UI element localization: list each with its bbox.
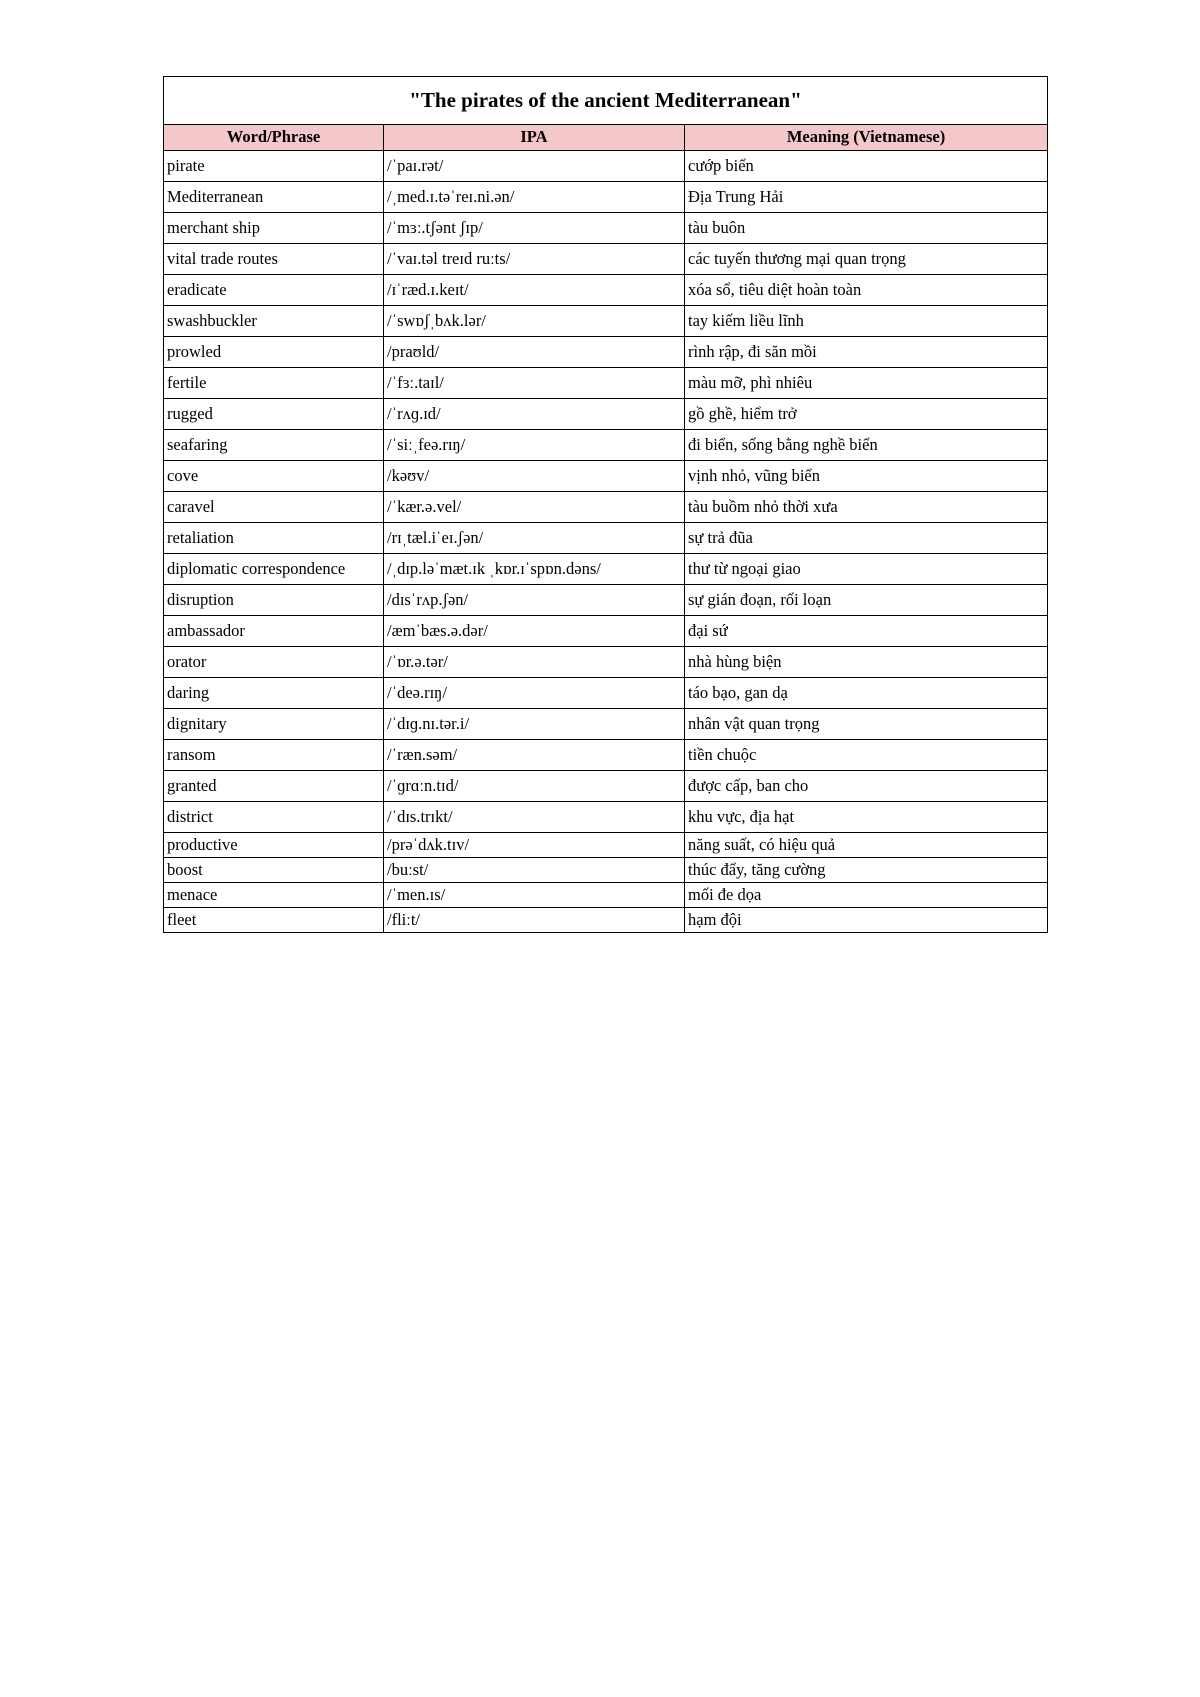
cell-meaning: tàu buôn xyxy=(685,213,1048,244)
cell-meaning: hạm đội xyxy=(685,908,1048,933)
cell-word: productive xyxy=(164,833,384,858)
title-row xyxy=(164,77,1048,125)
cell-meaning: các tuyến thương mại quan trọng xyxy=(685,244,1048,275)
cell-ipa: /ˈrʌɡ.ɪd/ xyxy=(384,399,685,430)
cell-word: retaliation xyxy=(164,523,384,554)
cell-word: dignitary xyxy=(164,709,384,740)
cell-word: pirate xyxy=(164,151,384,182)
cell-meaning: xóa sổ, tiêu diệt hoàn toàn xyxy=(685,275,1048,306)
cell-word: eradicate xyxy=(164,275,384,306)
table-row xyxy=(164,244,1048,275)
cell-ipa: /ˈfɜː.taɪl/ xyxy=(384,368,685,399)
cell-word: Mediterranean xyxy=(164,182,384,213)
cell-ipa: /ˌdɪp.ləˈmæt.ɪk ˌkɒr.ɪˈspɒn.dəns/ xyxy=(384,554,685,585)
cell-ipa: /dɪsˈrʌp.ʃən/ xyxy=(384,585,685,616)
table-row xyxy=(164,492,1048,523)
cell-word: boost xyxy=(164,858,384,883)
cell-ipa: /ˈmɜː.tʃənt ʃɪp/ xyxy=(384,213,685,244)
vocabulary-table xyxy=(163,76,1048,933)
cell-meaning: sự trả đũa xyxy=(685,523,1048,554)
table-title: "The pirates of the ancient Mediterranean" xyxy=(164,77,1048,125)
cell-word: fleet xyxy=(164,908,384,933)
cell-ipa: /fliːt/ xyxy=(384,908,685,933)
table-row xyxy=(164,213,1048,244)
cell-word: merchant ship xyxy=(164,213,384,244)
cell-ipa: /ˈvaɪ.təl treɪd ruːts/ xyxy=(384,244,685,275)
cell-word: ransom xyxy=(164,740,384,771)
table-body xyxy=(164,151,1048,933)
table-row xyxy=(164,585,1048,616)
cell-ipa: /ˈdɪs.trɪkt/ xyxy=(384,802,685,833)
cell-ipa: /ˈɒr.ə.tər/ xyxy=(384,647,685,678)
cell-meaning: thư từ ngoại giao xyxy=(685,554,1048,585)
cell-word: orator xyxy=(164,647,384,678)
cell-meaning: tiền chuộc xyxy=(685,740,1048,771)
cell-meaning: vịnh nhỏ, vũng biển xyxy=(685,461,1048,492)
cell-word: disruption xyxy=(164,585,384,616)
cell-meaning: đại sứ xyxy=(685,616,1048,647)
table-row xyxy=(164,523,1048,554)
table-row xyxy=(164,306,1048,337)
cell-word: district xyxy=(164,802,384,833)
cell-ipa: /rɪˌtæl.iˈeɪ.ʃən/ xyxy=(384,523,685,554)
table-row xyxy=(164,678,1048,709)
cell-ipa: /ɪˈræd.ɪ.keɪt/ xyxy=(384,275,685,306)
header-meaning: Meaning (Vietnamese) xyxy=(685,125,1048,151)
cell-word: fertile xyxy=(164,368,384,399)
table-row xyxy=(164,151,1048,182)
table-row xyxy=(164,337,1048,368)
table-row xyxy=(164,802,1048,833)
cell-meaning: màu mỡ, phì nhiêu xyxy=(685,368,1048,399)
cell-ipa: /ˈræn.səm/ xyxy=(384,740,685,771)
table-row xyxy=(164,858,1048,883)
table-row xyxy=(164,771,1048,802)
table-row xyxy=(164,833,1048,858)
cell-meaning: cướp biển xyxy=(685,151,1048,182)
cell-meaning: mối đe dọa xyxy=(685,883,1048,908)
cell-word: cove xyxy=(164,461,384,492)
table-row xyxy=(164,740,1048,771)
table-row xyxy=(164,430,1048,461)
cell-meaning: táo bạo, gan dạ xyxy=(685,678,1048,709)
cell-meaning: năng suất, có hiệu quả xyxy=(685,833,1048,858)
header-ipa: IPA xyxy=(384,125,685,151)
cell-ipa: /ˈdeə.rɪŋ/ xyxy=(384,678,685,709)
cell-ipa: /ˈpaɪ.rət/ xyxy=(384,151,685,182)
cell-word: swashbuckler xyxy=(164,306,384,337)
cell-ipa: /ˈkær.ə.vel/ xyxy=(384,492,685,523)
header-row xyxy=(164,125,1048,151)
cell-ipa: /ˈmen.ɪs/ xyxy=(384,883,685,908)
cell-ipa: /ˈswɒʃˌbʌk.lər/ xyxy=(384,306,685,337)
table-row xyxy=(164,554,1048,585)
cell-ipa: /prəˈdʌk.tɪv/ xyxy=(384,833,685,858)
cell-meaning: nhân vật quan trọng xyxy=(685,709,1048,740)
table-row xyxy=(164,908,1048,933)
table-row xyxy=(164,883,1048,908)
cell-meaning: tàu buồm nhỏ thời xưa xyxy=(685,492,1048,523)
cell-meaning: thúc đẩy, tăng cường xyxy=(685,858,1048,883)
cell-ipa: /praʊld/ xyxy=(384,337,685,368)
table-row xyxy=(164,399,1048,430)
cell-word: rugged xyxy=(164,399,384,430)
table-row xyxy=(164,616,1048,647)
cell-word: seafaring xyxy=(164,430,384,461)
cell-meaning: gồ ghề, hiểm trở xyxy=(685,399,1048,430)
cell-word: diplomatic correspondence xyxy=(164,554,384,585)
cell-meaning: rình rập, đi săn mồi xyxy=(685,337,1048,368)
cell-word: vital trade routes xyxy=(164,244,384,275)
cell-meaning: khu vực, địa hạt xyxy=(685,802,1048,833)
cell-word: menace xyxy=(164,883,384,908)
cell-meaning: tay kiếm liều lĩnh xyxy=(685,306,1048,337)
cell-ipa: /buːst/ xyxy=(384,858,685,883)
cell-word: caravel xyxy=(164,492,384,523)
cell-ipa: /ˈdɪɡ.nɪ.tər.i/ xyxy=(384,709,685,740)
cell-meaning: sự gián đoạn, rối loạn xyxy=(685,585,1048,616)
cell-meaning: Địa Trung Hải xyxy=(685,182,1048,213)
cell-word: daring xyxy=(164,678,384,709)
cell-meaning: đi biển, sống bằng nghề biển xyxy=(685,430,1048,461)
table-row xyxy=(164,647,1048,678)
table-row xyxy=(164,182,1048,213)
cell-word: granted xyxy=(164,771,384,802)
header-word: Word/Phrase xyxy=(164,125,384,151)
cell-meaning: được cấp, ban cho xyxy=(685,771,1048,802)
cell-word: prowled xyxy=(164,337,384,368)
table-row xyxy=(164,709,1048,740)
cell-ipa: /æmˈbæs.ə.dər/ xyxy=(384,616,685,647)
cell-ipa: /ˈsiːˌfeə.rɪŋ/ xyxy=(384,430,685,461)
cell-ipa: /ˈɡrɑːn.tɪd/ xyxy=(384,771,685,802)
cell-word: ambassador xyxy=(164,616,384,647)
table-row xyxy=(164,275,1048,306)
table-row xyxy=(164,461,1048,492)
cell-ipa: /ˌmed.ɪ.təˈreɪ.ni.ən/ xyxy=(384,182,685,213)
table-row xyxy=(164,368,1048,399)
cell-ipa: /kəʊv/ xyxy=(384,461,685,492)
cell-meaning: nhà hùng biện xyxy=(685,647,1048,678)
